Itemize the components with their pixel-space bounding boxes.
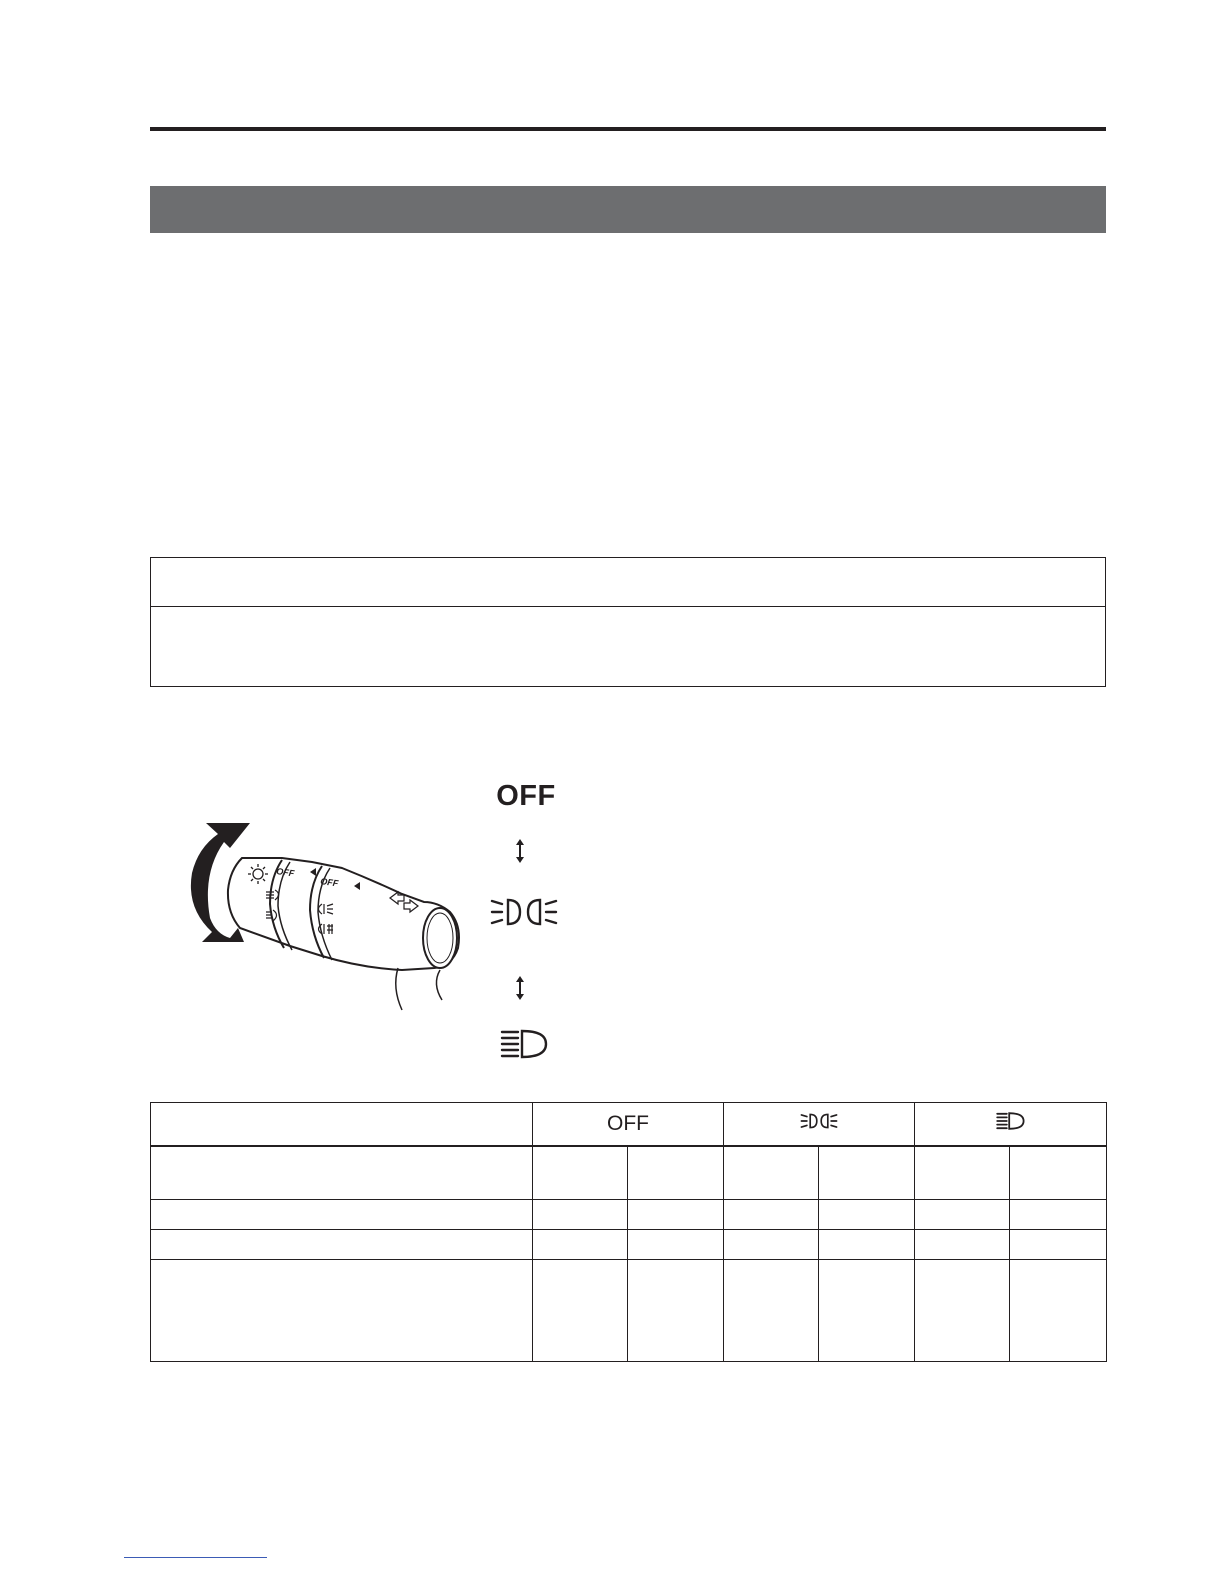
table-cell [1010, 1146, 1107, 1200]
headlight-icon [996, 1111, 1026, 1131]
table-cell [1010, 1260, 1107, 1362]
up-down-arrow-icon [513, 975, 527, 1001]
table-cell [724, 1200, 819, 1230]
table-header-parking [724, 1103, 915, 1146]
table-row [151, 1200, 1107, 1230]
top-rule [150, 127, 1106, 131]
table-cell [819, 1200, 915, 1230]
lever-off-mark-1: OFF [275, 866, 295, 879]
table-cell [819, 1146, 915, 1200]
lever-off-mark-2: OFF [319, 876, 339, 889]
table-cell [628, 1260, 724, 1362]
table-row [151, 1260, 1107, 1362]
table-cell [151, 1146, 533, 1200]
table-row [151, 1146, 1107, 1200]
up-down-arrow-icon [513, 838, 527, 864]
table-cell [628, 1200, 724, 1230]
table-cell [724, 1260, 819, 1362]
table-cell [151, 1200, 533, 1230]
section-header-bar [150, 186, 1106, 233]
table-cell [724, 1146, 819, 1200]
table-header-off [533, 1103, 724, 1146]
table-cell [628, 1230, 724, 1260]
position-off-label: OFF [496, 780, 556, 812]
footer-link-underline[interactable] [124, 1557, 267, 1558]
table-cell [151, 1230, 533, 1260]
table-cell [151, 1260, 533, 1362]
table-cell [819, 1230, 915, 1260]
switch-positions [476, 780, 576, 1070]
table-cell [1010, 1200, 1107, 1230]
table-cell [915, 1230, 1010, 1260]
note-box [150, 557, 1106, 687]
table-row [151, 1230, 1107, 1260]
table-cell [915, 1200, 1010, 1230]
table-cell [533, 1230, 628, 1260]
headlight-operation-table [150, 1102, 1107, 1362]
table-cell [628, 1146, 724, 1200]
note-box-divider [151, 606, 1105, 607]
parking-lights-icon [490, 892, 558, 932]
table-cell [533, 1146, 628, 1200]
headlight-icon [500, 1028, 550, 1060]
table-cell [915, 1146, 1010, 1200]
headlight-switch-lever-illustration [172, 818, 472, 1018]
table-cell [533, 1260, 628, 1362]
table-header-off-label: OFF [607, 1111, 649, 1135]
table-header-headlight [915, 1103, 1107, 1146]
table-cell [724, 1230, 819, 1260]
parking-lights-icon [798, 1110, 840, 1132]
table-header-blank [151, 1103, 533, 1146]
table-cell [915, 1260, 1010, 1362]
table-cell [1010, 1230, 1107, 1260]
table-cell [819, 1260, 915, 1362]
table-cell [533, 1200, 628, 1230]
